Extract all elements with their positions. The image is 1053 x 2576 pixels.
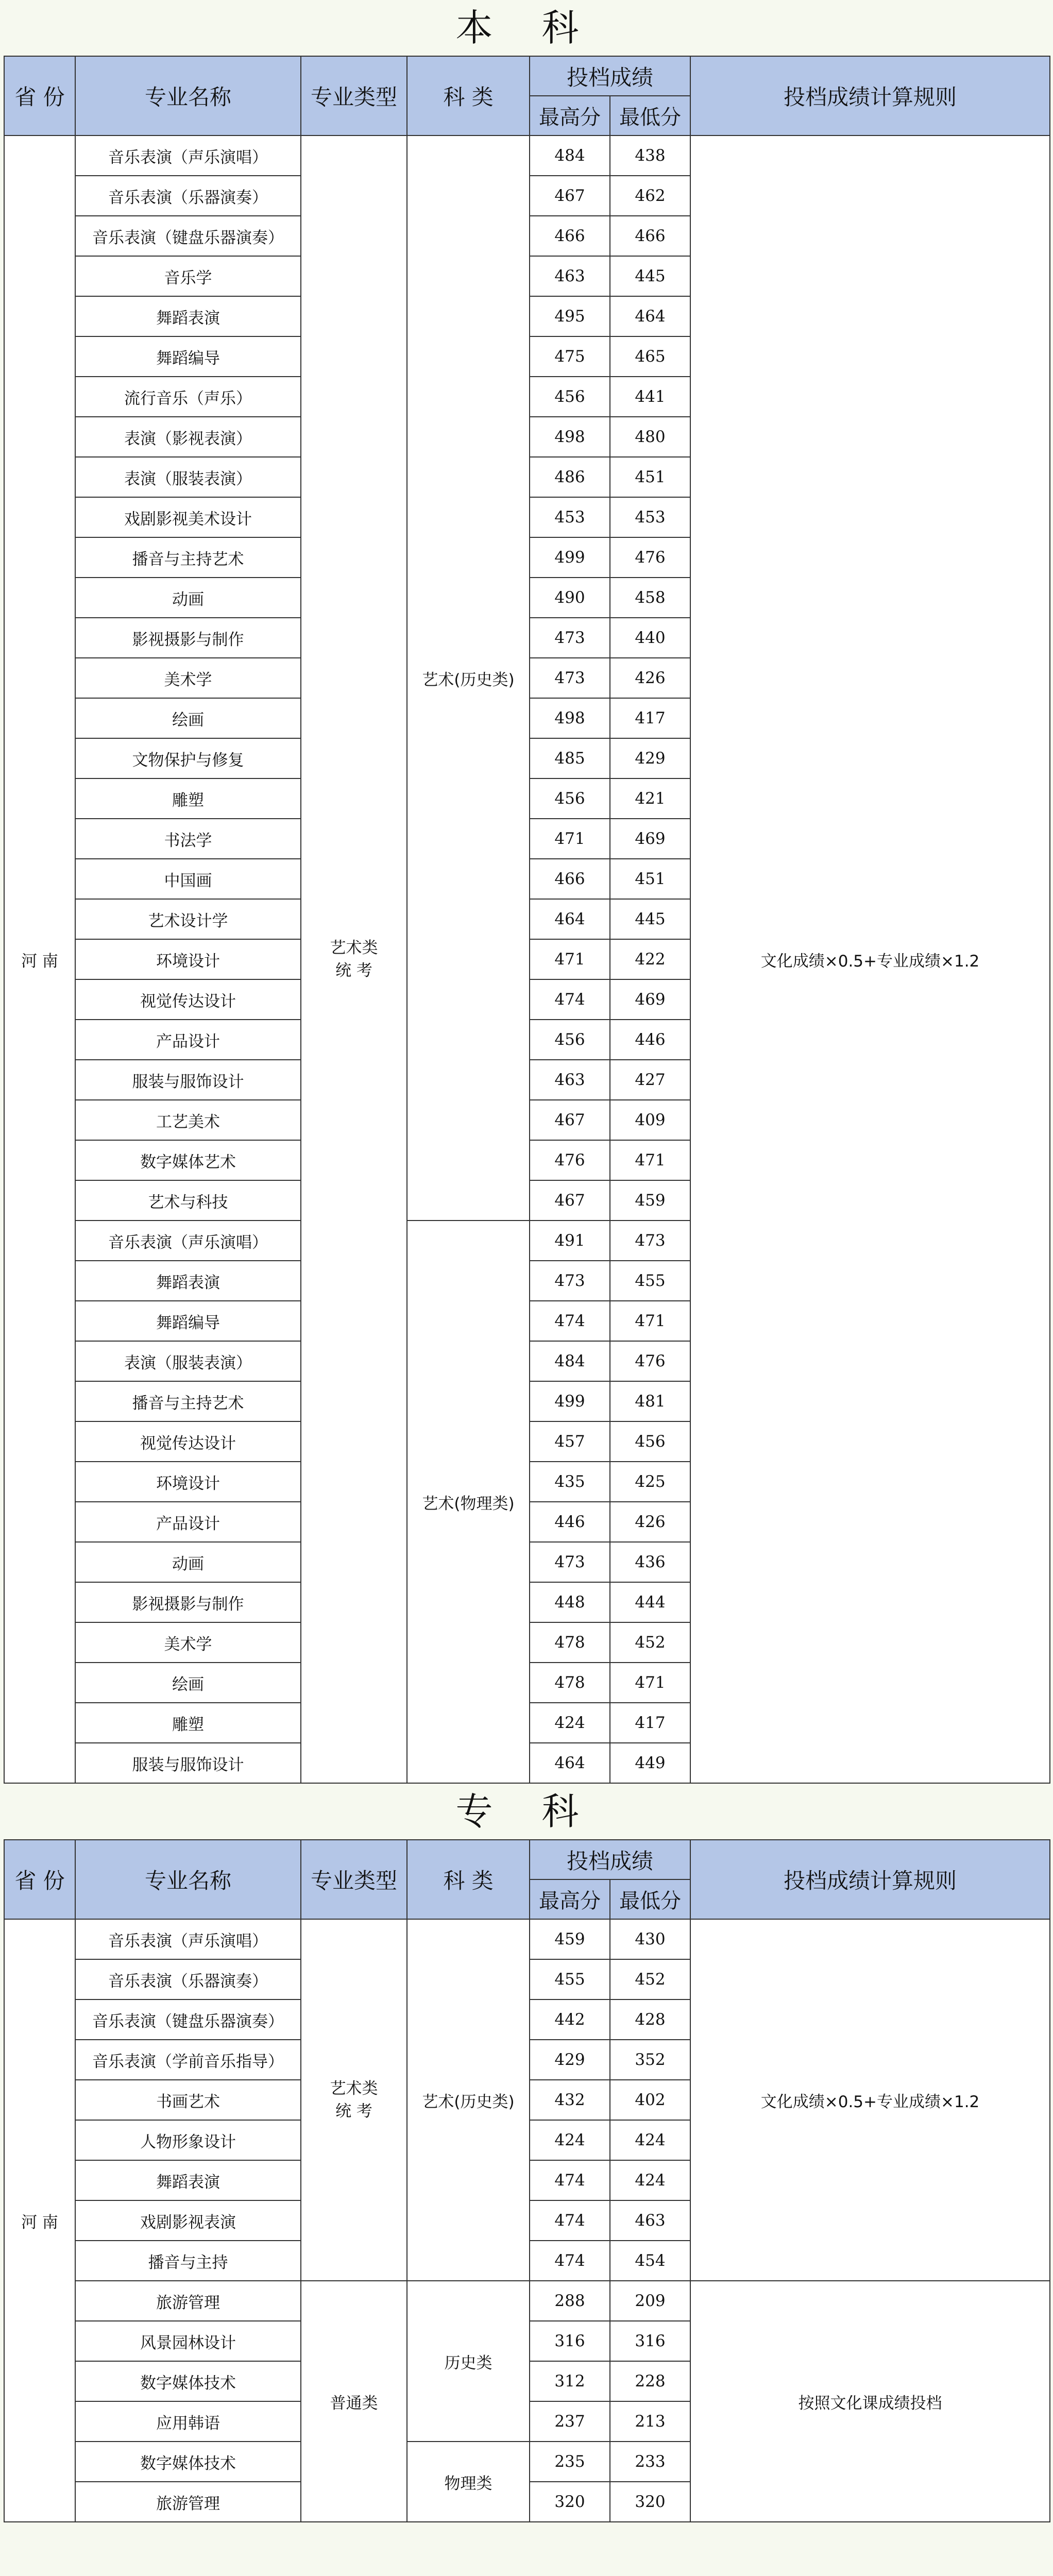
- major-name-cell: 音乐表演（声乐演唱）: [75, 135, 301, 176]
- major-name-cell: 绘画: [75, 698, 301, 738]
- max-score-cell: 424: [530, 1703, 610, 1743]
- major-name-cell: 书法学: [75, 819, 301, 859]
- major-name-cell: 舞蹈表演: [75, 1261, 301, 1301]
- header-province: 省 份: [4, 56, 75, 135]
- major-name-cell: 视觉传达设计: [75, 979, 301, 1020]
- min-score-cell: 425: [610, 1462, 690, 1502]
- max-score-cell: 448: [530, 1582, 610, 1622]
- min-score-cell: 471: [610, 1301, 690, 1341]
- max-score-cell: 235: [530, 2442, 610, 2482]
- min-score-cell: 451: [610, 859, 690, 899]
- max-score-cell: 467: [530, 1180, 610, 1221]
- header-major: 专业名称: [75, 56, 301, 135]
- min-score-cell: 471: [610, 1663, 690, 1703]
- category-cell: 艺术(历史类): [407, 1919, 530, 2281]
- major-name-cell: 数字媒体艺术: [75, 1140, 301, 1180]
- min-score-cell: 471: [610, 1140, 690, 1180]
- max-score-cell: 478: [530, 1622, 610, 1663]
- major-name-cell: 旅游管理: [75, 2482, 301, 2522]
- table-row: [4, 1919, 1050, 1959]
- min-score-cell: 481: [610, 1381, 690, 1421]
- major-type-cell: 普通类: [301, 2281, 407, 2522]
- max-score-cell: 484: [530, 1341, 610, 1381]
- max-score-cell: 485: [530, 738, 610, 778]
- major-name-cell: 音乐表演（键盘乐器演奏）: [75, 1999, 301, 2040]
- min-score-cell: 476: [610, 537, 690, 578]
- max-score-cell: 288: [530, 2281, 610, 2321]
- major-name-cell: 数字媒体技术: [75, 2442, 301, 2482]
- major-name-cell: 戏剧影视表演: [75, 2200, 301, 2241]
- major-name-cell: 美术学: [75, 1622, 301, 1663]
- min-score-cell: 424: [610, 2160, 690, 2200]
- major-name-cell: 视觉传达设计: [75, 1421, 301, 1462]
- header-major-type: 专业类型: [301, 1840, 407, 1919]
- max-score-cell: 464: [530, 899, 610, 939]
- max-score-cell: 478: [530, 1663, 610, 1703]
- max-score-cell: 474: [530, 2200, 610, 2241]
- min-score-cell: 421: [610, 778, 690, 819]
- rule-cell: 按照文化课成绩投档: [690, 2281, 1050, 2522]
- category-cell: 物理类: [407, 2442, 530, 2522]
- max-score-cell: 499: [530, 1381, 610, 1421]
- max-score-cell: 474: [530, 1301, 610, 1341]
- max-score-cell: 237: [530, 2401, 610, 2442]
- max-score-cell: 474: [530, 979, 610, 1020]
- max-score-cell: 432: [530, 2080, 610, 2120]
- min-score-cell: 417: [610, 1703, 690, 1743]
- min-score-cell: 429: [610, 738, 690, 778]
- major-name-cell: 数字媒体技术: [75, 2361, 301, 2401]
- major-type-cell-line2: 统 考: [335, 2102, 372, 2121]
- major-name-cell: 人物形象设计: [75, 2120, 301, 2160]
- major-name-cell: 播音与主持艺术: [75, 537, 301, 578]
- min-score-cell: 455: [610, 1261, 690, 1301]
- max-score-cell: 456: [530, 377, 610, 417]
- min-score-cell: 320: [610, 2482, 690, 2522]
- major-name-cell: 音乐表演（声乐演唱）: [75, 1919, 301, 1959]
- category-cell: 艺术(物理类): [407, 1221, 530, 1783]
- header-max-score: 最高分: [530, 1879, 610, 1919]
- major-name-cell: 表演（服装表演）: [75, 457, 301, 497]
- header-province: 省 份: [4, 1840, 75, 1919]
- major-type-cell: [301, 1919, 407, 2281]
- max-score-cell: 498: [530, 417, 610, 457]
- max-score-cell: 467: [530, 1100, 610, 1140]
- max-score-cell: 466: [530, 216, 610, 256]
- major-name-cell: 播音与主持艺术: [75, 1381, 301, 1421]
- major-name-cell: 音乐表演（乐器演奏）: [75, 1959, 301, 1999]
- max-score-cell: 471: [530, 819, 610, 859]
- max-score-cell: 464: [530, 1743, 610, 1783]
- max-score-cell: 490: [530, 578, 610, 618]
- major-name-cell: 书画艺术: [75, 2080, 301, 2120]
- header-major-type: 专业类型: [301, 56, 407, 135]
- major-name-cell: 表演（影视表演）: [75, 417, 301, 457]
- min-score-cell: 316: [610, 2321, 690, 2361]
- major-name-cell: 舞蹈编导: [75, 1301, 301, 1341]
- header-min-score: 最低分: [610, 96, 690, 135]
- min-score-cell: 233: [610, 2442, 690, 2482]
- rule-cell: 文化成绩×0.5+专业成绩×1.2: [690, 1919, 1050, 2281]
- min-score-cell: 464: [610, 296, 690, 336]
- major-name-cell: 流行音乐（声乐）: [75, 377, 301, 417]
- header-score: 投档成绩: [530, 1840, 690, 1879]
- max-score-cell: 424: [530, 2120, 610, 2160]
- major-name-cell: 播音与主持: [75, 2241, 301, 2281]
- min-score-cell: 463: [610, 2200, 690, 2241]
- major-name-cell: 雕塑: [75, 1703, 301, 1743]
- min-score-cell: 453: [610, 497, 690, 537]
- min-score-cell: 454: [610, 2241, 690, 2281]
- min-score-cell: 449: [610, 1743, 690, 1783]
- junior-college-table-body: [4, 1919, 1050, 2522]
- max-score-cell: 316: [530, 2321, 610, 2361]
- category-cell: 艺术(历史类): [407, 135, 530, 1221]
- major-name-cell: 音乐表演（学前音乐指导）: [75, 2040, 301, 2080]
- major-name-cell: 动画: [75, 1542, 301, 1582]
- major-name-cell: 音乐表演（乐器演奏）: [75, 176, 301, 216]
- max-score-cell: 457: [530, 1421, 610, 1462]
- max-score-cell: 453: [530, 497, 610, 537]
- max-score-cell: 471: [530, 939, 610, 979]
- major-name-cell: 影视摄影与制作: [75, 618, 301, 658]
- major-type-cell-line1: 艺术类: [330, 2079, 378, 2098]
- major-name-cell: 艺术设计学: [75, 899, 301, 939]
- min-score-cell: 438: [610, 135, 690, 176]
- max-score-cell: 456: [530, 1020, 610, 1060]
- min-score-cell: 427: [610, 1060, 690, 1100]
- header-max-score: 最高分: [530, 96, 610, 135]
- header-category: 科 类: [407, 1840, 530, 1919]
- min-score-cell: 473: [610, 1221, 690, 1261]
- max-score-cell: 491: [530, 1221, 610, 1261]
- min-score-cell: 352: [610, 2040, 690, 2080]
- undergraduate-table-body: [4, 135, 1050, 1783]
- major-name-cell: 中国画: [75, 859, 301, 899]
- max-score-cell: 459: [530, 1919, 610, 1959]
- min-score-cell: 426: [610, 1502, 690, 1542]
- min-score-cell: 444: [610, 1582, 690, 1622]
- min-score-cell: 402: [610, 2080, 690, 2120]
- major-name-cell: 舞蹈编导: [75, 336, 301, 377]
- undergraduate-table: [4, 56, 1050, 1784]
- max-score-cell: 473: [530, 658, 610, 698]
- header-rule: 投档成绩计算规则: [690, 1840, 1050, 1919]
- min-score-cell: 465: [610, 336, 690, 377]
- min-score-cell: 446: [610, 1020, 690, 1060]
- section-title-undergraduate: 本 科: [0, 0, 1053, 56]
- max-score-cell: 473: [530, 1261, 610, 1301]
- major-name-cell: 服装与服饰设计: [75, 1743, 301, 1783]
- max-score-cell: 473: [530, 1542, 610, 1582]
- major-name-cell: 绘画: [75, 1663, 301, 1703]
- min-score-cell: 417: [610, 698, 690, 738]
- min-score-cell: 209: [610, 2281, 690, 2321]
- min-score-cell: 213: [610, 2401, 690, 2442]
- min-score-cell: 445: [610, 899, 690, 939]
- min-score-cell: 466: [610, 216, 690, 256]
- major-name-cell: 舞蹈表演: [75, 2160, 301, 2200]
- min-score-cell: 428: [610, 1999, 690, 2040]
- min-score-cell: 452: [610, 1959, 690, 1999]
- header-category: 科 类: [407, 56, 530, 135]
- header-min-score: 最低分: [610, 1879, 690, 1919]
- major-name-cell: 表演（服装表演）: [75, 1341, 301, 1381]
- major-name-cell: 音乐学: [75, 256, 301, 296]
- min-score-cell: 426: [610, 658, 690, 698]
- major-name-cell: 应用韩语: [75, 2401, 301, 2442]
- min-score-cell: 456: [610, 1421, 690, 1462]
- major-name-cell: 雕塑: [75, 778, 301, 819]
- max-score-cell: 320: [530, 2482, 610, 2522]
- major-name-cell: 文物保护与修复: [75, 738, 301, 778]
- max-score-cell: 474: [530, 2241, 610, 2281]
- min-score-cell: 480: [610, 417, 690, 457]
- max-score-cell: 463: [530, 1060, 610, 1100]
- max-score-cell: 495: [530, 296, 610, 336]
- max-score-cell: 476: [530, 1140, 610, 1180]
- min-score-cell: 422: [610, 939, 690, 979]
- table-row: [4, 2281, 1050, 2321]
- header-score: 投档成绩: [530, 56, 690, 96]
- major-type-cell: [301, 135, 407, 1783]
- max-score-cell: 498: [530, 698, 610, 738]
- major-name-cell: 美术学: [75, 658, 301, 698]
- province-cell: 河 南: [4, 135, 75, 1783]
- min-score-cell: 476: [610, 1341, 690, 1381]
- min-score-cell: 462: [610, 176, 690, 216]
- min-score-cell: 424: [610, 2120, 690, 2160]
- major-name-cell: 影视摄影与制作: [75, 1582, 301, 1622]
- max-score-cell: 463: [530, 256, 610, 296]
- min-score-cell: 451: [610, 457, 690, 497]
- min-score-cell: 452: [610, 1622, 690, 1663]
- major-name-cell: 产品设计: [75, 1502, 301, 1542]
- min-score-cell: 440: [610, 618, 690, 658]
- table-row: [4, 135, 1050, 176]
- junior-college-table: [4, 1839, 1050, 2522]
- rule-cell: 文化成绩×0.5+专业成绩×1.2: [690, 135, 1050, 1783]
- province-cell: 河 南: [4, 1919, 75, 2522]
- min-score-cell: 436: [610, 1542, 690, 1582]
- max-score-cell: 484: [530, 135, 610, 176]
- major-type-cell-line1: 艺术类: [330, 939, 378, 957]
- max-score-cell: 474: [530, 2160, 610, 2200]
- max-score-cell: 429: [530, 2040, 610, 2080]
- major-name-cell: 艺术与科技: [75, 1180, 301, 1221]
- major-name-cell: 戏剧影视美术设计: [75, 497, 301, 537]
- min-score-cell: 228: [610, 2361, 690, 2401]
- max-score-cell: 467: [530, 176, 610, 216]
- max-score-cell: 455: [530, 1959, 610, 1999]
- min-score-cell: 459: [610, 1180, 690, 1221]
- header-rule: 投档成绩计算规则: [690, 56, 1050, 135]
- major-name-cell: 环境设计: [75, 1462, 301, 1502]
- min-score-cell: 458: [610, 578, 690, 618]
- max-score-cell: 446: [530, 1502, 610, 1542]
- max-score-cell: 473: [530, 618, 610, 658]
- min-score-cell: 441: [610, 377, 690, 417]
- major-name-cell: 产品设计: [75, 1020, 301, 1060]
- min-score-cell: 469: [610, 979, 690, 1020]
- max-score-cell: 456: [530, 778, 610, 819]
- category-cell: 历史类: [407, 2281, 530, 2442]
- max-score-cell: 442: [530, 1999, 610, 2040]
- major-name-cell: 音乐表演（声乐演唱）: [75, 1221, 301, 1261]
- major-name-cell: 工艺美术: [75, 1100, 301, 1140]
- min-score-cell: 469: [610, 819, 690, 859]
- major-name-cell: 服装与服饰设计: [75, 1060, 301, 1100]
- max-score-cell: 312: [530, 2361, 610, 2401]
- header-major: 专业名称: [75, 1840, 301, 1919]
- major-name-cell: 旅游管理: [75, 2281, 301, 2321]
- major-name-cell: 音乐表演（键盘乐器演奏）: [75, 216, 301, 256]
- max-score-cell: 435: [530, 1462, 610, 1502]
- major-name-cell: 舞蹈表演: [75, 296, 301, 336]
- max-score-cell: 499: [530, 537, 610, 578]
- min-score-cell: 430: [610, 1919, 690, 1959]
- min-score-cell: 409: [610, 1100, 690, 1140]
- min-score-cell: 445: [610, 256, 690, 296]
- max-score-cell: 486: [530, 457, 610, 497]
- major-name-cell: 风景园林设计: [75, 2321, 301, 2361]
- major-type-cell-line2: 统 考: [335, 961, 372, 980]
- max-score-cell: 466: [530, 859, 610, 899]
- max-score-cell: 475: [530, 336, 610, 377]
- major-name-cell: 环境设计: [75, 939, 301, 979]
- major-name-cell: 动画: [75, 578, 301, 618]
- section-title-junior-college: 专 科: [0, 1784, 1053, 1839]
